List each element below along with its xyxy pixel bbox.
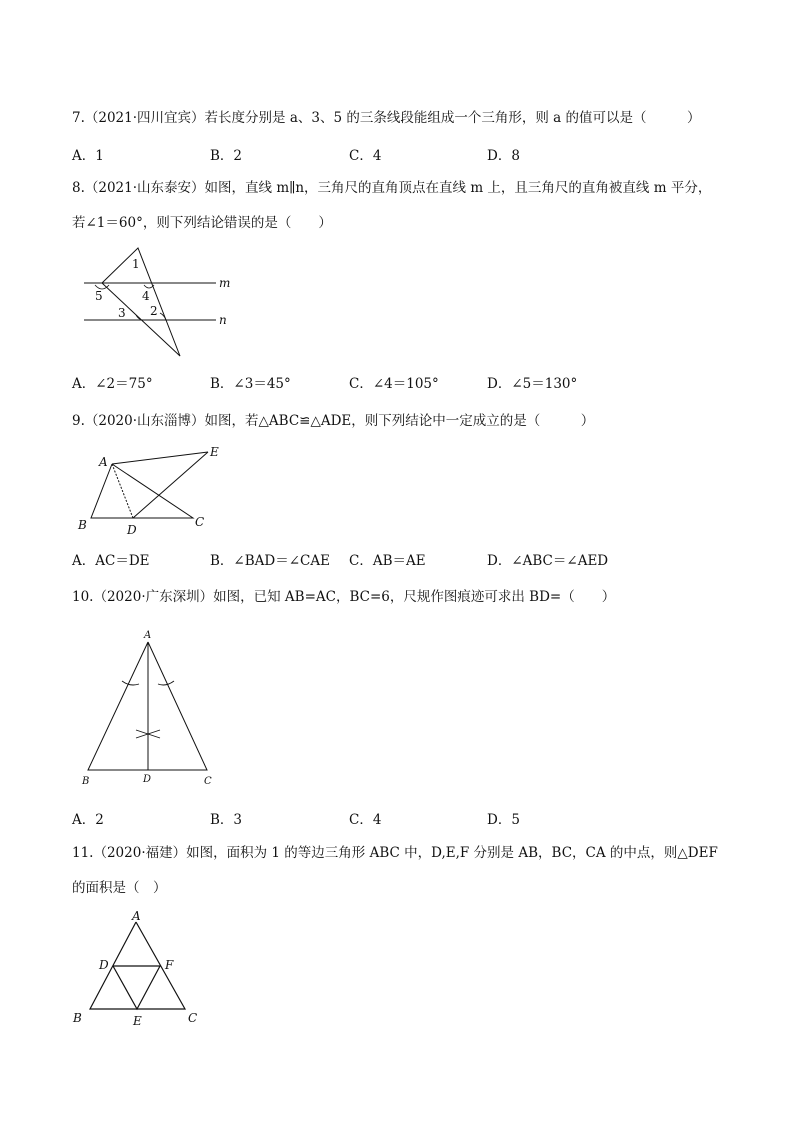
q10-option-a[interactable]: A．2 — [72, 812, 104, 828]
q8-option-c[interactable]: C．∠4＝105° — [349, 376, 439, 392]
label-e: E — [210, 445, 219, 459]
q10-option-d[interactable]: D．5 — [487, 812, 520, 828]
q7-option-b[interactable]: B．2 — [210, 148, 243, 164]
q8-figure — [78, 243, 238, 363]
q9-stem: 9.（2020·山东淄博）如图，若△ABC≌△ADE，则下列结论中一定成立的是（ ） — [72, 413, 595, 429]
q8-option-a[interactable]: A．∠2＝75° — [72, 376, 153, 392]
q8-stem-line-1: 8.（2021·山东泰安）如图，直线 m∥n，三角尺的直角顶点在直线 m 上，且三角尺的直角被直线 m 平分， — [72, 180, 712, 196]
q11-stem-line-1: 11.（2020·福建）如图，面积为 1 的等边三角形 ABC 中，D,E,F 分别是 AB，BC，CA 的中点，则△DEF — [72, 845, 718, 861]
segment-ae — [112, 452, 208, 464]
label-angle-2: 2 — [150, 304, 158, 318]
triangle-def — [113, 966, 160, 1009]
label-a: A — [132, 909, 141, 923]
q7-option-a[interactable]: A．1 — [72, 148, 104, 164]
segment-ad — [112, 464, 133, 518]
label-angle-5: 5 — [95, 289, 103, 303]
label-a: A — [99, 455, 108, 469]
label-b: B — [73, 1011, 82, 1025]
label-angle-3: 3 — [118, 306, 126, 320]
q11-figure — [70, 906, 210, 1030]
q9-option-c[interactable]: C．AB＝AE — [349, 553, 426, 569]
label-m: m — [219, 276, 231, 290]
q9-option-d[interactable]: D．∠ABC＝∠AED — [487, 553, 609, 569]
label-c: C — [188, 1011, 198, 1025]
q10-stem: 10.（2020·广东深圳）如图，已知 AB=AC，BC=6，尺规作图痕迹可求出 BD=（ ） — [72, 589, 616, 605]
label-angle-4: 4 — [142, 289, 150, 303]
q8-option-d[interactable]: D．∠5＝130° — [487, 376, 578, 392]
label-a: A — [144, 630, 152, 641]
label-d: D — [127, 523, 137, 537]
q7-option-d[interactable]: D．8 — [487, 148, 520, 164]
q8-option-b[interactable]: B．∠3＝45° — [210, 376, 291, 392]
q11-stem-line-2: 的面积是（ ） — [72, 880, 167, 896]
q10-figure — [78, 626, 218, 792]
label-angle-1: 1 — [132, 257, 140, 271]
q7-stem: 7.（2021·四川宜宾）若长度分别是 a、3、5 的三条线段能组成一个三角形，则 a 的值可以是（ ） — [72, 110, 701, 126]
arc-mark-left — [122, 681, 139, 685]
label-c: C — [204, 776, 212, 787]
q9-option-b[interactable]: B．∠BAD＝∠CAE — [210, 553, 330, 569]
label-e: E — [133, 1014, 142, 1028]
label-c: C — [195, 515, 205, 529]
q9-figure — [76, 442, 236, 538]
label-n: n — [219, 313, 227, 327]
label-d: D — [99, 958, 109, 972]
q8-stem-line-2: 若∠1＝60°，则下列结论错误的是（ ） — [72, 215, 332, 231]
set-square — [102, 248, 180, 356]
q9-option-a[interactable]: A．AC＝DE — [72, 553, 150, 569]
q7-option-c[interactable]: C．4 — [349, 148, 382, 164]
label-d: D — [143, 774, 152, 785]
label-b: B — [82, 776, 90, 787]
label-f: F — [165, 958, 174, 972]
q10-option-b[interactable]: B．3 — [210, 812, 243, 828]
q10-option-c[interactable]: C．4 — [349, 812, 382, 828]
label-b: B — [78, 518, 87, 532]
